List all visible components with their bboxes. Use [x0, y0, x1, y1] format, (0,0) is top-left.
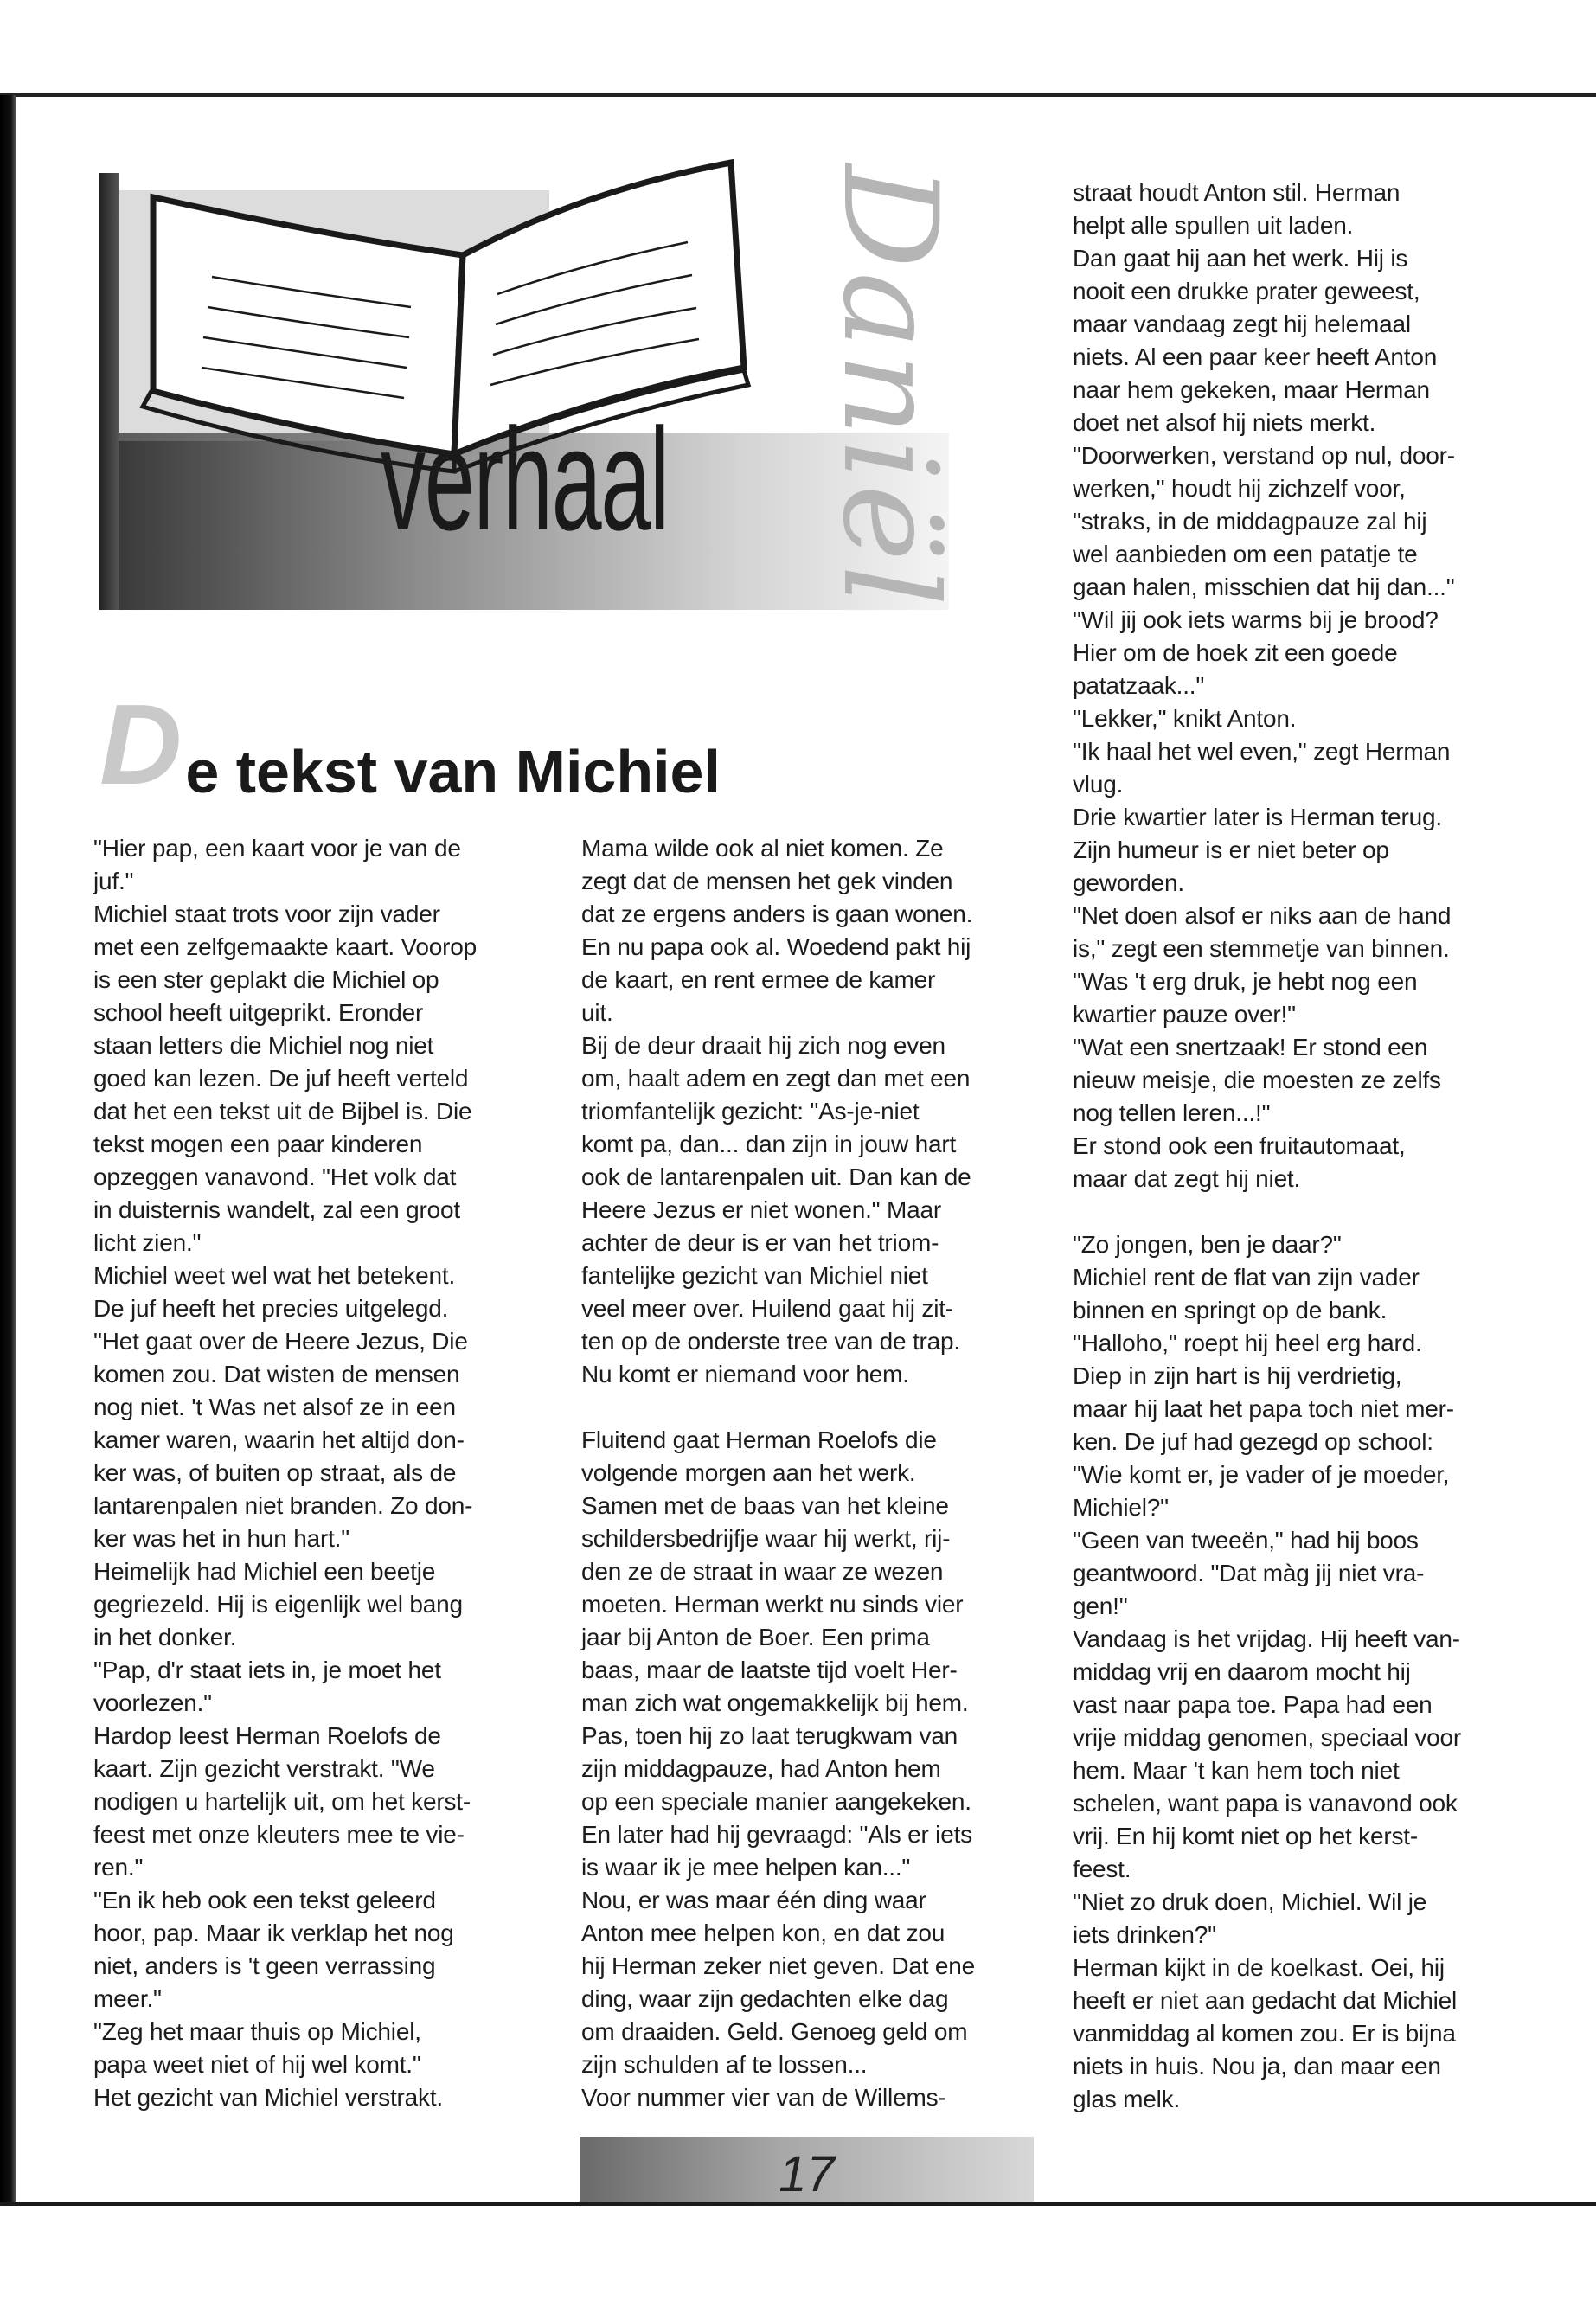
text-line: triomfantelijk gezicht: "As-je-niet [581, 1098, 920, 1125]
text-line: "En ik heb ook een tekst geleerd [93, 1887, 436, 1913]
text-line: ker was het in hun hart." [93, 1525, 349, 1552]
text-line: "Wil jij ook iets warms bij je brood? [1073, 606, 1439, 633]
text-line: jaar bij Anton de Boer. Een prima [581, 1624, 930, 1650]
text-line: om, haalt adem en zegt dan met een [581, 1065, 971, 1092]
title-dropcap: D [99, 681, 183, 808]
text-line: uit. [581, 999, 613, 1026]
text-line: straat houdt Anton stil. Herman [1073, 179, 1401, 206]
text-line: glas melk. [1073, 2086, 1181, 2112]
text-line: "Zo jongen, ben je daar?" [1073, 1231, 1342, 1258]
text-line: En nu papa ook al. Woedend pakt hij [581, 933, 971, 960]
text-column-3 [1073, 176, 1557, 2116]
text-line: "Halloho," roept hij heel erg hard. [1073, 1330, 1422, 1356]
text-line: papa weet niet of hij wel komt." [93, 2051, 421, 2078]
section-kicker: verhaal [381, 398, 669, 561]
text-line: iets drinken?" [1073, 1921, 1216, 1948]
text-line: maar dat zegt hij niet. [1073, 1165, 1301, 1192]
text-line: vlug. [1073, 771, 1124, 798]
text-line: "Geen van tweeën," had hij boos [1073, 1527, 1419, 1554]
text-line: achter de deur is er van het triom- [581, 1229, 939, 1256]
text-line: Fluitend gaat Herman Roelofs die [581, 1426, 937, 1453]
text-line: juf." [93, 868, 134, 894]
author-signature: Daniël [814, 164, 965, 611]
text-line: voorlezen." [93, 1689, 212, 1716]
text-line: met een zelfgemaakte kaart. Voorop [93, 933, 478, 960]
text-line: maar vandaag zegt hij helemaal [1073, 311, 1411, 337]
text-line: "Pap, d'r staat iets in, je moet het [93, 1657, 441, 1683]
text-line: Vandaag is het vrijdag. Hij heeft van- [1073, 1625, 1460, 1652]
text-line: "Net doen alsof er niks aan de hand [1073, 902, 1452, 929]
text-line: gen!" [1073, 1593, 1128, 1619]
text-line: En later had hij gevraagd: "Als er iets [581, 1821, 972, 1848]
text-line: Voor nummer vier van de Willems- [581, 2084, 946, 2111]
text-line: dat het een tekst uit de Bijbel is. Die [93, 1098, 472, 1125]
text-line: Heimelijk had Michiel een beetje [93, 1558, 436, 1585]
text-line: "Het gaat over de Heere Jezus, Die [93, 1328, 468, 1355]
text-line: Bij de deur draait hij zich nog even [581, 1032, 945, 1059]
text-line: kwartier pauze over!" [1073, 1001, 1296, 1028]
text-line: Zijn humeur is er niet beter op [1073, 836, 1389, 863]
text-line: goed kan lezen. De juf heeft verteld [93, 1065, 469, 1092]
scan-edge-top [0, 93, 1596, 97]
text-line: "Wie komt er, je vader of je moeder, [1073, 1461, 1450, 1488]
text-line: Herman kijkt in de koelkast. Oei, hij [1073, 1954, 1445, 1981]
text-line: opzeggen vanavond. "Het volk dat [93, 1163, 457, 1190]
text-line: Michiel weet wel wat het betekent. [93, 1262, 456, 1289]
text-line: Pas, toen hij zo laat terugkwam van [581, 1722, 958, 1749]
text-line: "Ik haal het wel even," zegt Herman [1073, 738, 1451, 765]
text-line: zijn schulden af te lossen... [581, 2051, 868, 2078]
text-line: is waar ik je mee helpen kan..." [581, 1854, 911, 1881]
text-line: ook de lantarenpalen uit. Dan kan de [581, 1163, 971, 1190]
text-line: veel meer over. Huilend gaat hij zit- [581, 1295, 953, 1322]
text-line: Samen met de baas van het kleine [581, 1492, 949, 1519]
text-line: Er stond ook een fruitautomaat, [1073, 1132, 1406, 1159]
text-line: niets. Al een paar keer heeft Anton [1073, 343, 1438, 370]
text-line: zegt dat de mensen het gek vinden [581, 868, 953, 894]
page-number: 17 [779, 2146, 835, 2202]
text-line: Mama wilde ook al niet komen. Ze [581, 835, 944, 862]
title-text: e tekst van Michiel [185, 738, 721, 805]
text-line: ren." [93, 1854, 144, 1881]
text-line: middag vrij en daarom mocht hij [1073, 1658, 1411, 1685]
text-line: feest met onze kleuters mee te vie- [93, 1821, 465, 1848]
text-line: gegriezeld. Hij is eigenlijk wel bang [93, 1591, 463, 1618]
text-line: hoor, pap. Maar ik verklap het nog [93, 1920, 454, 1946]
text-line: school heeft uitgeprikt. Eronder [93, 999, 424, 1026]
text-line: vrij. En hij komt niet op het kerst- [1073, 1823, 1418, 1849]
text-line: moeten. Herman werkt nu sinds vier [581, 1591, 964, 1618]
text-line: man zich wat ongemakkelijk bij hem. [581, 1689, 969, 1716]
text-line: ken. De juf had gezegd op school: [1073, 1428, 1433, 1455]
text-line: is een ster geplakt die Michiel op [93, 966, 439, 993]
scan-edge-left [0, 95, 16, 2206]
text-line: op een speciale manier aangekeken. [581, 1788, 971, 1815]
text-line: zijn middagpauze, had Anton hem [581, 1755, 941, 1782]
text-column-1 [93, 832, 543, 2114]
text-line: de kaart, en rent ermee de kamer [581, 966, 936, 993]
text-line: dat ze ergens anders is gaan wonen. [581, 901, 973, 927]
text-line: Michiel rent de flat van zijn vader [1073, 1264, 1420, 1291]
text-line: kamer waren, waarin het altijd don- [93, 1426, 465, 1453]
text-line: fantelijke gezicht van Michiel niet [581, 1262, 928, 1289]
text-line [1073, 1195, 1557, 1228]
text-line: "Niet zo druk doen, Michiel. Wil je [1073, 1888, 1427, 1915]
text-line: nog niet. 't Was net alsof ze in een [93, 1394, 456, 1420]
text-line: geantwoord. "Dat màg jij niet vra- [1073, 1560, 1425, 1586]
text-line: ten op de onderste tree van de trap. [581, 1328, 960, 1355]
text-line: binnen en springt op de bank. [1073, 1297, 1388, 1324]
text-line: Het gezicht van Michiel verstrakt. [93, 2084, 444, 2111]
text-line: De juf heeft het precies uitgelegd. [93, 1295, 449, 1322]
text-line: Dan gaat hij aan het werk. Hij is [1073, 245, 1408, 272]
text-line: vrije middag genomen, speciaal voor [1073, 1724, 1462, 1751]
text-line: ker was, of buiten op straat, als de [93, 1459, 457, 1486]
text-line: geworden. [1073, 869, 1184, 896]
text-line: niets in huis. Nou ja, dan maar een [1073, 2053, 1441, 2080]
text-line: in duisternis wandelt, zal een groot [93, 1196, 460, 1223]
article-title [99, 681, 721, 808]
text-line: Michiel staat trots voor zijn vader [93, 901, 440, 927]
text-line: heeft er niet aan gedacht dat Michiel [1073, 1987, 1458, 2014]
text-line: Hier om de hoek zit een goede [1073, 639, 1398, 666]
text-line: doet net alsof hij niets merkt. [1073, 409, 1376, 436]
text-line: vast naar papa toe. Papa had een [1073, 1691, 1433, 1718]
text-line: baas, maar de laatste tijd voelt Her- [581, 1657, 958, 1683]
text-line: gaan halen, misschien dat hij dan..." [1073, 574, 1455, 600]
text-line: om draaiden. Geld. Genoeg geld om [581, 2018, 968, 2045]
text-line: hem. Maar 't kan hem toch niet [1073, 1757, 1400, 1784]
text-line: patatzaak..." [1073, 672, 1205, 699]
text-line: nog tellen leren...!" [1073, 1099, 1271, 1126]
text-line: maar hij laat het papa toch niet mer- [1073, 1395, 1454, 1422]
page-number-tab [580, 2137, 1034, 2202]
text-line: "Doorwerken, verstand op nul, door- [1073, 442, 1455, 469]
text-line: kaart. Zijn gezicht verstrakt. "We [93, 1755, 435, 1782]
text-line: nieuw meisje, die moesten ze zelfs [1073, 1067, 1441, 1093]
text-line: "Wat een snertzaak! Er stond een [1073, 1034, 1428, 1061]
text-line: Hardop leest Herman Roelofs de [93, 1722, 441, 1749]
text-line: niet, anders is 't geen verrassing [93, 1952, 436, 1979]
text-line: wel aanbieden om een patatje te [1073, 541, 1418, 567]
text-line: in het donker. [93, 1624, 237, 1650]
text-line: "Was 't erg druk, je hebt nog een [1073, 968, 1418, 995]
text-line: nooit een drukke prater geweest, [1073, 278, 1420, 304]
text-line: feest. [1073, 1856, 1131, 1882]
text-line: komen zou. Dat wisten de mensen [93, 1361, 460, 1388]
text-column-2 [581, 832, 1048, 2114]
text-line: licht zien." [93, 1229, 202, 1256]
text-line: vanmiddag al komen zou. Er is bijna [1073, 2020, 1456, 2047]
text-line: Diep in zijn hart is hij verdrietig, [1073, 1362, 1402, 1389]
text-line: staan letters die Michiel nog niet [93, 1032, 434, 1059]
text-line: komt pa, dan... dan zijn in jouw hart [581, 1131, 957, 1157]
text-line: tekst mogen een paar kinderen [93, 1131, 423, 1157]
text-line: "Hier pap, een kaart voor je van de [93, 835, 461, 862]
text-line: Michiel?" [1073, 1494, 1169, 1521]
text-line: schildersbedrijfje waar hij werkt, rij- [581, 1525, 951, 1552]
text-line: "Zeg het maar thuis op Michiel, [93, 2018, 421, 2045]
text-line: is," zegt een stemmetje van binnen. [1073, 935, 1450, 962]
text-line: Anton mee helpen kon, en dat zou [581, 1920, 945, 1946]
text-line [581, 1391, 1048, 1424]
text-line: ding, waar zijn gedachten elke dag [581, 1985, 949, 2012]
text-line: meer." [93, 1985, 162, 2012]
text-line: nodigen u hartelijk uit, om het kerst- [93, 1788, 471, 1815]
text-line: Nou, er was maar één ding waar [581, 1887, 926, 1913]
text-line: Nu komt er niemand voor hem. [581, 1361, 909, 1388]
text-line: helpt alle spullen uit laden. [1073, 212, 1354, 239]
text-line: naar hem gekeken, maar Herman [1073, 376, 1430, 403]
text-line: Drie kwartier later is Herman terug. [1073, 804, 1442, 830]
text-line: werken," houdt hij zichzelf voor, [1073, 475, 1406, 502]
text-line: volgende morgen aan het werk. [581, 1459, 916, 1486]
text-line: Heere Jezus er niet wonen." Maar [581, 1196, 941, 1223]
text-line: hij Herman zeker niet geven. Dat ene [581, 1952, 976, 1979]
text-line: lantarenpalen niet branden. Zo don- [93, 1492, 473, 1519]
text-line: schelen, want papa is vanavond ook [1073, 1790, 1458, 1817]
text-line: "Lekker," knikt Anton. [1073, 705, 1297, 732]
text-line: den ze de straat in waar ze wezen [581, 1558, 944, 1585]
text-line: "straks, in de middagpauze zal hij [1073, 508, 1427, 535]
